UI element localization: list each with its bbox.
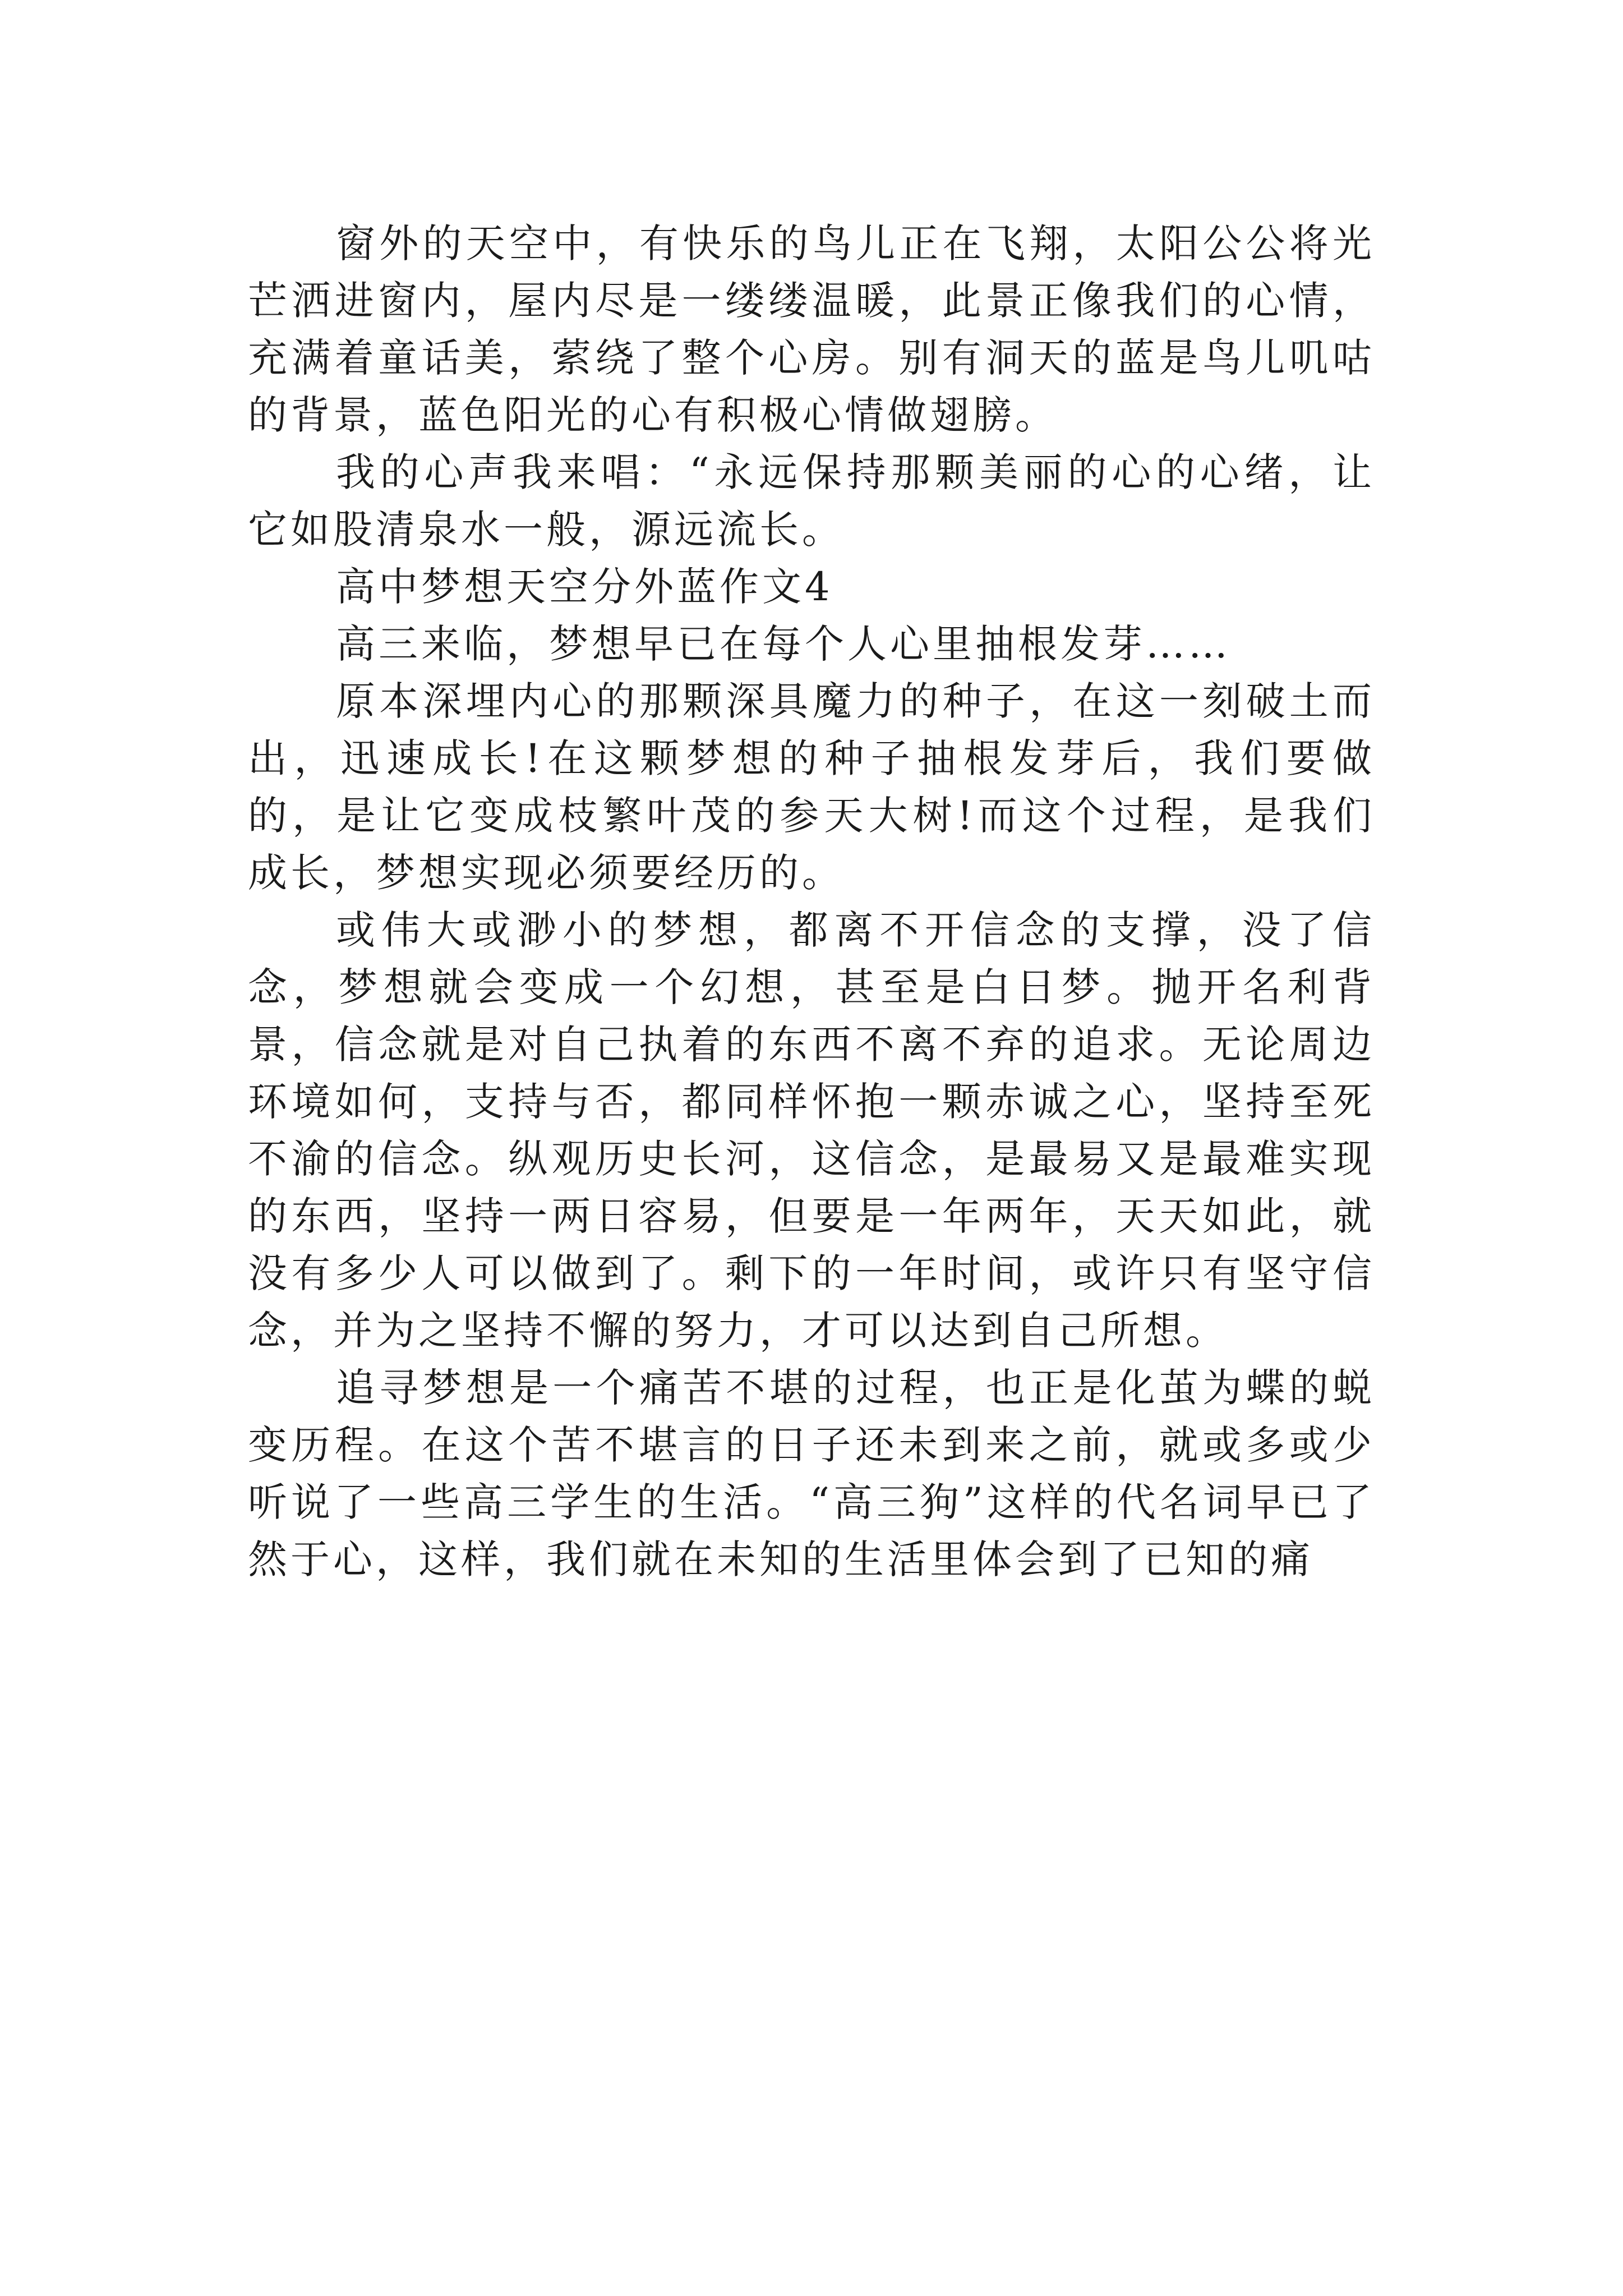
- paragraph: 高三来临，梦想早已在每个人心里抽根发芽……: [336, 621, 1231, 667]
- section-heading: 高中梦想天空分外蓝作文4: [336, 564, 833, 610]
- paragraph: 追寻梦想是一个痛苦不堪的过程，也正是化茧为蝶的蜕变历程。在这个苦不堪言的日子还未到来之前，就或多或少听说了一些高三学生的生活。“高三狗”这样的代名词早已了然于心，这样，我们就在未知的生活里体会到了已知的痛: [248, 1365, 1375, 1582]
- document-body: [248, 215, 1375, 1588]
- paragraph: 原本深埋内心的那颗深具魔力的种子，在这一刻破土而出，迅速成长!在这颗梦想的种子抽根发芽后，我们要做的，是让它变成枝繁叶茂的参天大树!而这个过程，是我们成长，梦想实现必须要经历的。: [248, 678, 1375, 896]
- paragraph: 窗外的天空中，有快乐的鸟儿正在飞翔，太阳公公将光芒洒进窗内，屋内尽是一缕缕温暖，此景正像我们的心情，充满着童话美，萦绕了整个心房。别有洞天的蓝是鸟儿叽咕的背景，蓝色阳光的心有积极心情做翅膀。: [248, 220, 1375, 438]
- paragraph: 我的心声我来唱：“永远保持那颗美丽的心的心绪，让它如股清泉水一般，源远流长。: [248, 449, 1375, 553]
- paragraph: 或伟大或渺小的梦想，都离不开信念的支撑，没了信念，梦想就会变成一个幻想，甚至是白日梦。抛开名利背景，信念就是对自己执着的东西不离不弃的追求。无论周边环境如何，支持与否，都同样怀抱一颗赤诚之心，坚持至死不渝的信念。纵观历史长河，这信念，是最易又是最难实现的东西，坚持一两日容易，但要是一年两年，天天如此，就没有多少人可以做到了。剩下的一年时间，或许只有坚守信念，并为之坚持不懈的努力，才可以达到自己所想。: [248, 907, 1375, 1354]
